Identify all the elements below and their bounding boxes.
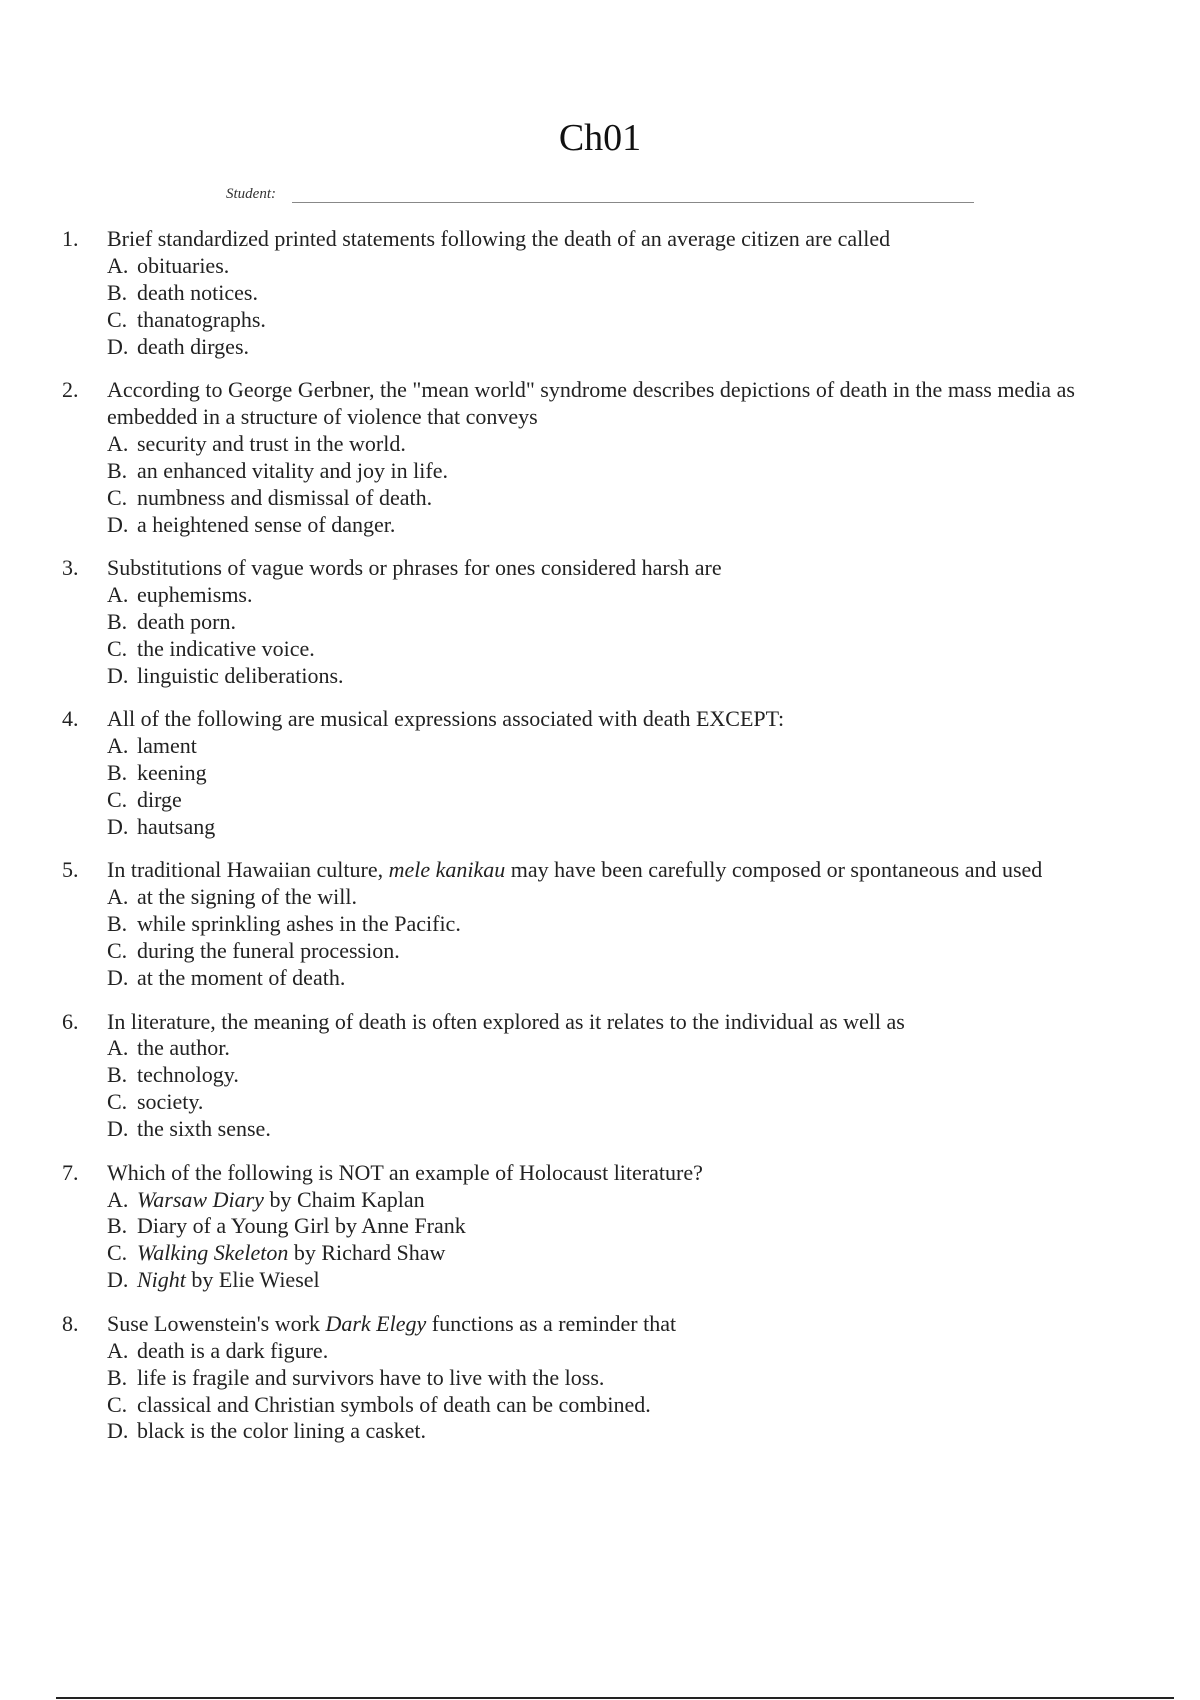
- question-number: 3.: [62, 555, 79, 581]
- stem-italic-term: mele kanikau: [388, 857, 506, 883]
- question-number: 7.: [62, 1159, 79, 1185]
- student-name-line[interactable]: [292, 202, 974, 203]
- option-text: the author.: [137, 1035, 230, 1061]
- stem-text-end: functions as a reminder that: [426, 1310, 677, 1336]
- option-letter: B.: [107, 1213, 128, 1239]
- option-letter: C.: [107, 938, 128, 964]
- option-text: an enhanced vitality and joy in life.: [137, 457, 448, 483]
- option-d[interactable]: [107, 965, 1092, 992]
- option-a[interactable]: [107, 884, 1092, 911]
- option-letter: B.: [107, 1062, 128, 1088]
- option-d[interactable]: [107, 663, 1092, 690]
- option-a[interactable]: [107, 582, 1092, 609]
- option-b[interactable]: [107, 760, 1092, 787]
- question-number: 5.: [62, 857, 79, 883]
- option-text: society.: [137, 1089, 204, 1115]
- option-d[interactable]: [107, 1418, 1092, 1445]
- option-a[interactable]: [107, 1035, 1092, 1062]
- stem-text-end: may have been carefully composed or spontaneous and used: [505, 857, 1043, 883]
- question-stem: Which of the following is NOT an example of Holocaust literature?: [107, 1159, 703, 1185]
- option-text: by Elie Wiesel: [185, 1267, 320, 1293]
- question-4: [0, 706, 1200, 841]
- option-a[interactable]: [107, 1338, 1092, 1365]
- option-book-title: Night: [137, 1267, 186, 1293]
- option-text: lament: [137, 733, 197, 759]
- option-text: the indicative voice.: [137, 635, 315, 661]
- option-c[interactable]: [107, 307, 1092, 334]
- question-number: 6.: [62, 1008, 79, 1034]
- option-letter: B.: [107, 608, 128, 634]
- question-stem: [107, 1311, 1092, 1338]
- option-c[interactable]: [107, 787, 1092, 814]
- option-b[interactable]: [107, 1062, 1092, 1089]
- option-a[interactable]: [107, 253, 1092, 280]
- option-letter: C.: [107, 1240, 128, 1266]
- option-letter: A.: [107, 430, 129, 456]
- option-letter: D.: [107, 1267, 129, 1293]
- option-text: thanatographs.: [137, 306, 266, 332]
- option-letter: A.: [107, 1035, 129, 1061]
- question-8: [0, 1311, 1200, 1446]
- option-letter: B.: [107, 457, 128, 483]
- option-text: technology.: [137, 1062, 239, 1088]
- option-text: at the signing of the will.: [137, 884, 357, 910]
- question-1: [0, 226, 1200, 361]
- option-a[interactable]: [107, 1187, 1092, 1214]
- option-text: life is fragile and survivors have to live with the loss.: [137, 1364, 605, 1390]
- stem-italic-title: Dark Elegy: [325, 1310, 427, 1336]
- option-text: dirge: [137, 787, 182, 812]
- option-text: obituaries.: [137, 252, 230, 278]
- question-2: [0, 377, 1200, 538]
- student-name-row: [226, 184, 974, 208]
- question-6: [0, 1009, 1200, 1144]
- option-letter: B.: [107, 1364, 128, 1390]
- question-stem: All of the following are musical expressions associated with death EXCEPT:: [107, 706, 785, 732]
- question-stem: In literature, the meaning of death is often explored as it relates to the individual as well as: [107, 1008, 905, 1034]
- option-b[interactable]: [107, 609, 1092, 636]
- option-letter: C.: [107, 635, 128, 661]
- question-number: 1.: [62, 226, 79, 251]
- option-b[interactable]: [107, 911, 1092, 938]
- option-b[interactable]: [107, 458, 1092, 485]
- option-text: death dirges.: [137, 333, 250, 359]
- question-stem: According to George Gerbner, the "mean world" syndrome describes depictions of death in the mass media as embedded in a structure of violence that conveys: [107, 377, 1075, 430]
- option-d[interactable]: [107, 334, 1092, 361]
- option-c[interactable]: [107, 1240, 1092, 1267]
- option-book-title: Warsaw Diary: [137, 1186, 264, 1212]
- option-c[interactable]: [107, 1392, 1092, 1419]
- option-text: classical and Christian symbols of death can be combined.: [137, 1391, 651, 1417]
- option-letter: A.: [107, 252, 129, 278]
- page-title: Ch01: [558, 117, 642, 159]
- option-letter: C.: [107, 306, 128, 332]
- student-label: Student:: [226, 186, 276, 202]
- option-d[interactable]: [107, 1267, 1092, 1294]
- option-text: death porn.: [137, 608, 236, 634]
- option-letter: B.: [107, 760, 128, 786]
- stem-text-start: Suse Lowenstein's work: [107, 1310, 326, 1336]
- stem-text-start: In traditional Hawaiian culture,: [107, 857, 389, 883]
- option-letter: D.: [107, 1418, 129, 1444]
- option-letter: A.: [107, 1186, 129, 1212]
- option-text: by Richard Shaw: [288, 1240, 446, 1266]
- option-text: at the moment of death.: [137, 965, 346, 991]
- option-text: death notices.: [137, 279, 258, 305]
- option-text: the sixth sense.: [137, 1116, 271, 1142]
- question-5: [0, 857, 1200, 992]
- option-text: a heightened sense of danger.: [137, 511, 396, 537]
- footer-rule: [56, 1697, 1174, 1699]
- option-letter: D.: [107, 965, 129, 991]
- option-text: death is a dark figure.: [137, 1337, 329, 1363]
- option-letter: D.: [107, 662, 129, 688]
- option-letter: B.: [107, 911, 128, 937]
- option-text: security and trust in the world.: [137, 430, 406, 456]
- option-b[interactable]: [107, 1213, 1092, 1240]
- option-b[interactable]: [107, 280, 1092, 307]
- option-letter: B.: [107, 279, 128, 305]
- option-text: hautsang: [137, 813, 216, 839]
- option-c[interactable]: [107, 938, 1092, 965]
- question-7: [0, 1160, 1200, 1295]
- option-text: black is the color lining a casket.: [137, 1418, 426, 1444]
- option-text: Diary of a Young Girl by Anne Frank: [137, 1213, 466, 1239]
- option-letter: D.: [107, 1116, 129, 1142]
- option-c[interactable]: [107, 1089, 1092, 1116]
- question-number: 8.: [62, 1310, 79, 1336]
- option-a[interactable]: [107, 431, 1092, 458]
- option-a[interactable]: [107, 733, 1092, 760]
- question-stem: Brief standardized printed statements following the death of an average citizen are called: [107, 226, 891, 251]
- option-text: euphemisms.: [137, 582, 253, 608]
- question-stem: Substitutions of vague words or phrases for ones considered harsh are: [107, 555, 722, 581]
- option-letter: C.: [107, 787, 128, 812]
- option-letter: A.: [107, 1337, 129, 1363]
- question-number: 4.: [62, 706, 79, 732]
- option-d[interactable]: [107, 512, 1092, 539]
- question-list: [0, 226, 1200, 1462]
- option-letter: C.: [107, 1391, 128, 1417]
- option-text: keening: [137, 760, 207, 786]
- option-letter: D.: [107, 511, 129, 537]
- question-3: [0, 555, 1200, 690]
- option-letter: C.: [107, 484, 128, 510]
- option-letter: A.: [107, 733, 129, 759]
- option-letter: D.: [107, 813, 129, 839]
- option-letter: C.: [107, 1089, 128, 1115]
- option-d[interactable]: [107, 1116, 1092, 1143]
- option-d[interactable]: [107, 814, 1092, 841]
- option-letter: A.: [107, 884, 129, 910]
- option-letter: A.: [107, 582, 129, 608]
- option-text: numbness and dismissal of death.: [137, 484, 433, 510]
- option-text: by Chaim Kaplan: [263, 1186, 425, 1212]
- option-c[interactable]: [107, 636, 1092, 663]
- option-text: while sprinkling ashes in the Pacific.: [137, 911, 461, 937]
- option-letter: D.: [107, 333, 129, 359]
- option-text: linguistic deliberations.: [137, 662, 344, 688]
- option-b[interactable]: [107, 1365, 1092, 1392]
- option-book-title: Walking Skeleton: [137, 1240, 289, 1266]
- question-number: 2.: [62, 377, 79, 403]
- question-stem: [107, 857, 1092, 884]
- option-text: during the funeral procession.: [137, 938, 400, 964]
- option-c[interactable]: [107, 485, 1092, 512]
